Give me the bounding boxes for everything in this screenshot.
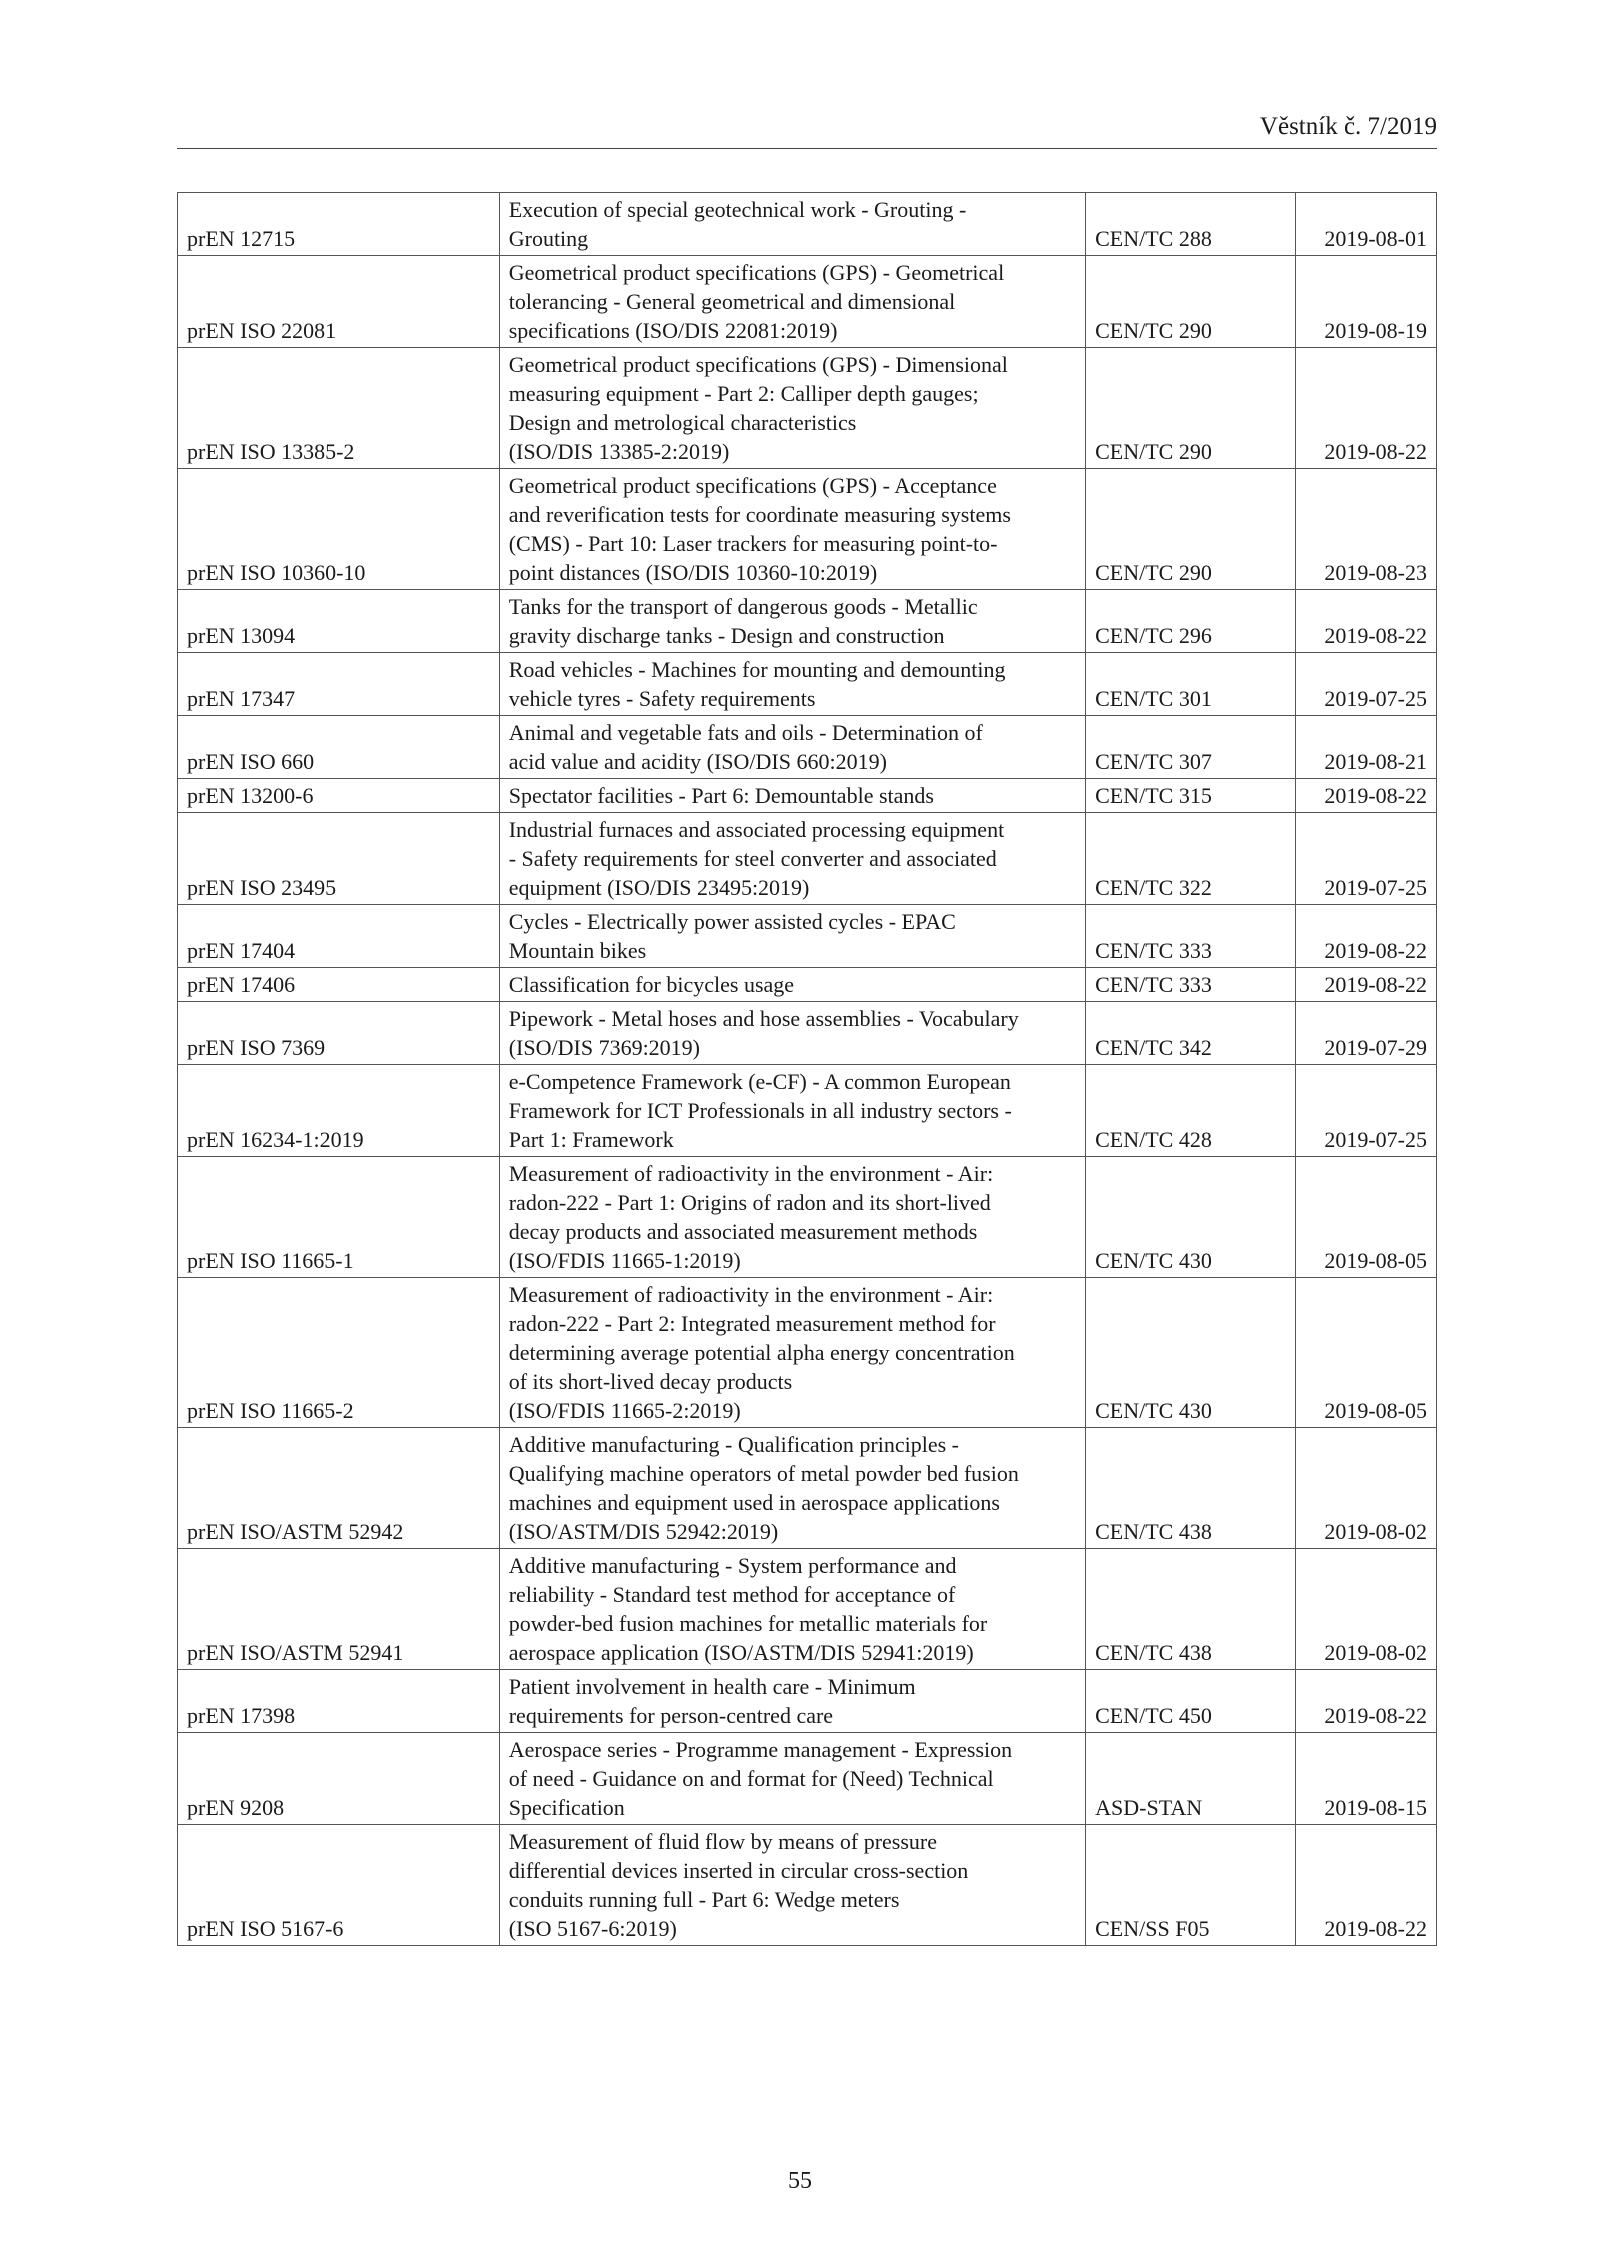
standard-title-line: - Safety requirements for steel converter and associated (508, 846, 997, 871)
standards-table (177, 192, 1437, 1946)
standard-title-line: (ISO/FDIS 11665-2:2019) (508, 1398, 741, 1423)
standard-title-line: Tanks for the transport of dangerous goods - Metallic (508, 594, 978, 619)
standard-title-line: Classification for bicycles usage (508, 972, 795, 997)
standard-title-line: (ISO 5167-6:2019) (508, 1916, 677, 1941)
standard-code-cell: prEN 16234-1:2019 (178, 1065, 500, 1157)
standard-title-line: Geometrical product specifications (GPS) - Acceptance (508, 473, 997, 498)
deadline-date-cell: 2019-08-19 (1296, 256, 1437, 348)
standard-title-cell (499, 716, 1085, 779)
deadline-date-cell: 2019-08-22 (1296, 968, 1437, 1002)
deadline-date-cell: 2019-08-15 (1296, 1733, 1437, 1825)
table-row (178, 1670, 1437, 1733)
standard-title-line: (ISO/DIS 7369:2019) (508, 1035, 701, 1060)
deadline-date-cell: 2019-08-22 (1296, 779, 1437, 813)
standard-title-line: Additive manufacturing - System performance and (508, 1553, 957, 1578)
standard-title-line: requirements for person-centred care (508, 1703, 834, 1728)
standard-title-line: Measurement of radioactivity in the environment - Air: (508, 1161, 994, 1186)
standard-title-cell (499, 1157, 1085, 1278)
technical-committee-cell: CEN/TC 438 (1086, 1428, 1296, 1549)
standard-title-line: Execution of special geotechnical work - Grouting - (508, 197, 967, 222)
standard-code-cell: prEN 17398 (178, 1670, 500, 1733)
standard-title-cell (499, 1428, 1085, 1549)
standard-code-cell: prEN ISO 23495 (178, 813, 500, 905)
standard-title-line: of its short-lived decay products (508, 1369, 793, 1394)
standard-title-cell (499, 905, 1085, 968)
standard-code-cell: prEN 17404 (178, 905, 500, 968)
deadline-date-cell: 2019-07-25 (1296, 813, 1437, 905)
deadline-date-cell: 2019-08-05 (1296, 1278, 1437, 1428)
standard-title-line: Grouting (508, 226, 589, 251)
standard-title-line: acid value and acidity (ISO/DIS 660:2019) (508, 749, 887, 774)
technical-committee-cell: CEN/TC 296 (1086, 590, 1296, 653)
standard-code-cell: prEN 13200-6 (178, 779, 500, 813)
standard-code-cell: prEN 12715 (178, 193, 500, 256)
standard-title-line: Specification (508, 1795, 625, 1820)
standard-title-cell (499, 779, 1085, 813)
standard-title-cell (499, 1825, 1085, 1946)
standard-title-line: Part 1: Framework (508, 1127, 674, 1152)
standard-code-cell: prEN 9208 (178, 1733, 500, 1825)
standard-title-line: (ISO/DIS 13385-2:2019) (508, 439, 730, 464)
table-row (178, 968, 1437, 1002)
technical-committee-cell: CEN/TC 290 (1086, 469, 1296, 590)
standard-title-line: of need - Guidance on and format for (Need) Technical (508, 1766, 994, 1791)
standard-title-cell (499, 348, 1085, 469)
table-row (178, 590, 1437, 653)
table-body (178, 193, 1437, 1946)
table-row (178, 1002, 1437, 1065)
technical-committee-cell: ASD-STAN (1086, 1733, 1296, 1825)
standard-code-cell: prEN 13094 (178, 590, 500, 653)
standard-code-cell: prEN ISO 7369 (178, 1002, 500, 1065)
table-row (178, 716, 1437, 779)
page-header (177, 112, 1437, 149)
standard-title-cell (499, 968, 1085, 1002)
deadline-date-cell: 2019-08-02 (1296, 1428, 1437, 1549)
standard-title-line: e-Competence Framework (e-CF) - A common European (508, 1069, 1011, 1094)
standard-title-line: Industrial furnaces and associated processing equipment (508, 817, 1005, 842)
technical-committee-cell: CEN/TC 301 (1086, 653, 1296, 716)
standard-title-line: reliability - Standard test method for acceptance of (508, 1582, 956, 1607)
standard-title-line: point distances (ISO/DIS 10360-10:2019) (508, 560, 878, 585)
technical-committee-cell: CEN/SS F05 (1086, 1825, 1296, 1946)
deadline-date-cell: 2019-08-23 (1296, 469, 1437, 590)
deadline-date-cell: 2019-08-22 (1296, 1825, 1437, 1946)
standard-title-line: measuring equipment - Part 2: Calliper depth gauges; (508, 381, 979, 406)
standard-code-cell: prEN ISO 22081 (178, 256, 500, 348)
standard-title-line: radon-222 - Part 1: Origins of radon and its short-lived (508, 1190, 991, 1215)
standard-title-line: (ISO/FDIS 11665-1:2019) (508, 1248, 741, 1273)
standard-title-line: Road vehicles - Machines for mounting and demounting (508, 657, 1006, 682)
standard-title-line: (CMS) - Part 10: Laser trackers for measuring point-to- (508, 531, 998, 556)
table-row (178, 193, 1437, 256)
table-row (178, 813, 1437, 905)
standard-code-cell: prEN ISO 10360-10 (178, 469, 500, 590)
table-row (178, 779, 1437, 813)
technical-committee-cell: CEN/TC 342 (1086, 1002, 1296, 1065)
technical-committee-cell: CEN/TC 290 (1086, 348, 1296, 469)
standard-title-line: determining average potential alpha energy concentration (508, 1340, 1015, 1365)
deadline-date-cell: 2019-08-22 (1296, 348, 1437, 469)
standard-title-line: vehicle tyres - Safety requirements (508, 686, 816, 711)
standard-title-line: Pipework - Metal hoses and hose assemblies - Vocabulary (508, 1006, 1019, 1031)
deadline-date-cell: 2019-08-22 (1296, 590, 1437, 653)
standard-code-cell: prEN ISO 660 (178, 716, 500, 779)
standard-title-line: Design and metrological characteristics (508, 410, 857, 435)
standard-code-cell: prEN 17347 (178, 653, 500, 716)
table-row (178, 905, 1437, 968)
table-row (178, 1549, 1437, 1670)
technical-committee-cell: CEN/TC 450 (1086, 1670, 1296, 1733)
standard-title-line: powder-bed fusion machines for metallic materials for (508, 1611, 988, 1636)
technical-committee-cell: CEN/TC 288 (1086, 193, 1296, 256)
standard-title-cell (499, 1002, 1085, 1065)
standard-title-line: gravity discharge tanks - Design and construction (508, 623, 945, 648)
technical-committee-cell: CEN/TC 438 (1086, 1549, 1296, 1670)
standard-title-cell (499, 1549, 1085, 1670)
deadline-date-cell: 2019-08-01 (1296, 193, 1437, 256)
table-row (178, 348, 1437, 469)
standard-title-cell (499, 193, 1085, 256)
table-row (178, 653, 1437, 716)
standard-title-cell (499, 653, 1085, 716)
table-row (178, 1065, 1437, 1157)
table-row (178, 469, 1437, 590)
standard-code-cell: prEN ISO 5167-6 (178, 1825, 500, 1946)
standard-title-line: conduits running full - Part 6: Wedge meters (508, 1887, 900, 1912)
standard-title-cell (499, 469, 1085, 590)
standard-title-line: tolerancing - General geometrical and dimensional (508, 289, 956, 314)
standard-title-line: decay products and associated measurement methods (508, 1219, 978, 1244)
standard-title-line: equipment (ISO/DIS 23495:2019) (508, 875, 810, 900)
journal-title: Věstník č. 7/2019 (1259, 113, 1437, 140)
standard-title-line: and reverification tests for coordinate measuring systems (508, 502, 1011, 527)
standard-title-line: Geometrical product specifications (GPS) - Dimensional (508, 352, 1008, 377)
standard-title-cell (499, 1733, 1085, 1825)
page-number: 55 (788, 2168, 812, 2194)
standard-title-line: radon-222 - Part 2: Integrated measurement method for (508, 1311, 996, 1336)
standard-title-line: Geometrical product specifications (GPS) - Geometrical (508, 260, 1005, 285)
standard-title-line: (ISO/ASTM/DIS 52942:2019) (508, 1519, 779, 1544)
standard-title-line: Animal and vegetable fats and oils - Determination of (508, 720, 983, 745)
table-row (178, 1733, 1437, 1825)
standard-code-cell: prEN 17406 (178, 968, 500, 1002)
table-row (178, 256, 1437, 348)
deadline-date-cell: 2019-08-05 (1296, 1157, 1437, 1278)
standard-title-cell (499, 1065, 1085, 1157)
technical-committee-cell: CEN/TC 430 (1086, 1278, 1296, 1428)
technical-committee-cell: CEN/TC 290 (1086, 256, 1296, 348)
technical-committee-cell: CEN/TC 307 (1086, 716, 1296, 779)
standard-title-line: Patient involvement in health care - Minimum (508, 1674, 916, 1699)
deadline-date-cell: 2019-07-25 (1296, 1065, 1437, 1157)
technical-committee-cell: CEN/TC 428 (1086, 1065, 1296, 1157)
standard-title-cell (499, 590, 1085, 653)
standard-title-line: Framework for ICT Professionals in all industry sectors - (508, 1098, 1012, 1123)
standard-code-cell: prEN ISO/ASTM 52941 (178, 1549, 500, 1670)
deadline-date-cell: 2019-08-21 (1296, 716, 1437, 779)
table-row (178, 1278, 1437, 1428)
technical-committee-cell: CEN/TC 333 (1086, 905, 1296, 968)
standard-title-line: Aerospace series - Programme management - Expression (508, 1737, 1013, 1762)
deadline-date-cell: 2019-07-29 (1296, 1002, 1437, 1065)
technical-committee-cell: CEN/TC 322 (1086, 813, 1296, 905)
technical-committee-cell: CEN/TC 315 (1086, 779, 1296, 813)
standard-code-cell: prEN ISO/ASTM 52942 (178, 1428, 500, 1549)
standard-title-line: aerospace application (ISO/ASTM/DIS 52941:2019) (508, 1640, 974, 1665)
deadline-date-cell: 2019-08-22 (1296, 1670, 1437, 1733)
standard-title-line: specifications (ISO/DIS 22081:2019) (508, 318, 838, 343)
technical-committee-cell: CEN/TC 430 (1086, 1157, 1296, 1278)
standard-code-cell: prEN ISO 11665-2 (178, 1278, 500, 1428)
standard-title-line: Measurement of radioactivity in the environment - Air: (508, 1282, 994, 1307)
table-row (178, 1428, 1437, 1549)
standard-title-line: Additive manufacturing - Qualification principles - (508, 1432, 959, 1457)
standard-title-line: Mountain bikes (508, 938, 647, 963)
standard-title-line: Cycles - Electrically power assisted cycles - EPAC (508, 909, 956, 934)
standard-title-cell (499, 1278, 1085, 1428)
standard-title-line: Measurement of fluid flow by means of pressure (508, 1829, 938, 1854)
standard-code-cell: prEN ISO 11665-1 (178, 1157, 500, 1278)
deadline-date-cell: 2019-07-25 (1296, 653, 1437, 716)
standard-title-line: machines and equipment used in aerospace applications (508, 1490, 1000, 1515)
technical-committee-cell: CEN/TC 333 (1086, 968, 1296, 1002)
standard-code-cell: prEN ISO 13385-2 (178, 348, 500, 469)
table-row (178, 1825, 1437, 1946)
deadline-date-cell: 2019-08-22 (1296, 905, 1437, 968)
standard-title-line: Spectator facilities - Part 6: Demountable stands (508, 783, 934, 808)
deadline-date-cell: 2019-08-02 (1296, 1549, 1437, 1670)
table-row (178, 1157, 1437, 1278)
standard-title-line: Qualifying machine operators of metal powder bed fusion (508, 1461, 1019, 1486)
standard-title-line: differential devices inserted in circular cross-section (508, 1858, 969, 1883)
standard-title-cell (499, 813, 1085, 905)
standard-title-cell (499, 1670, 1085, 1733)
standard-title-cell (499, 256, 1085, 348)
